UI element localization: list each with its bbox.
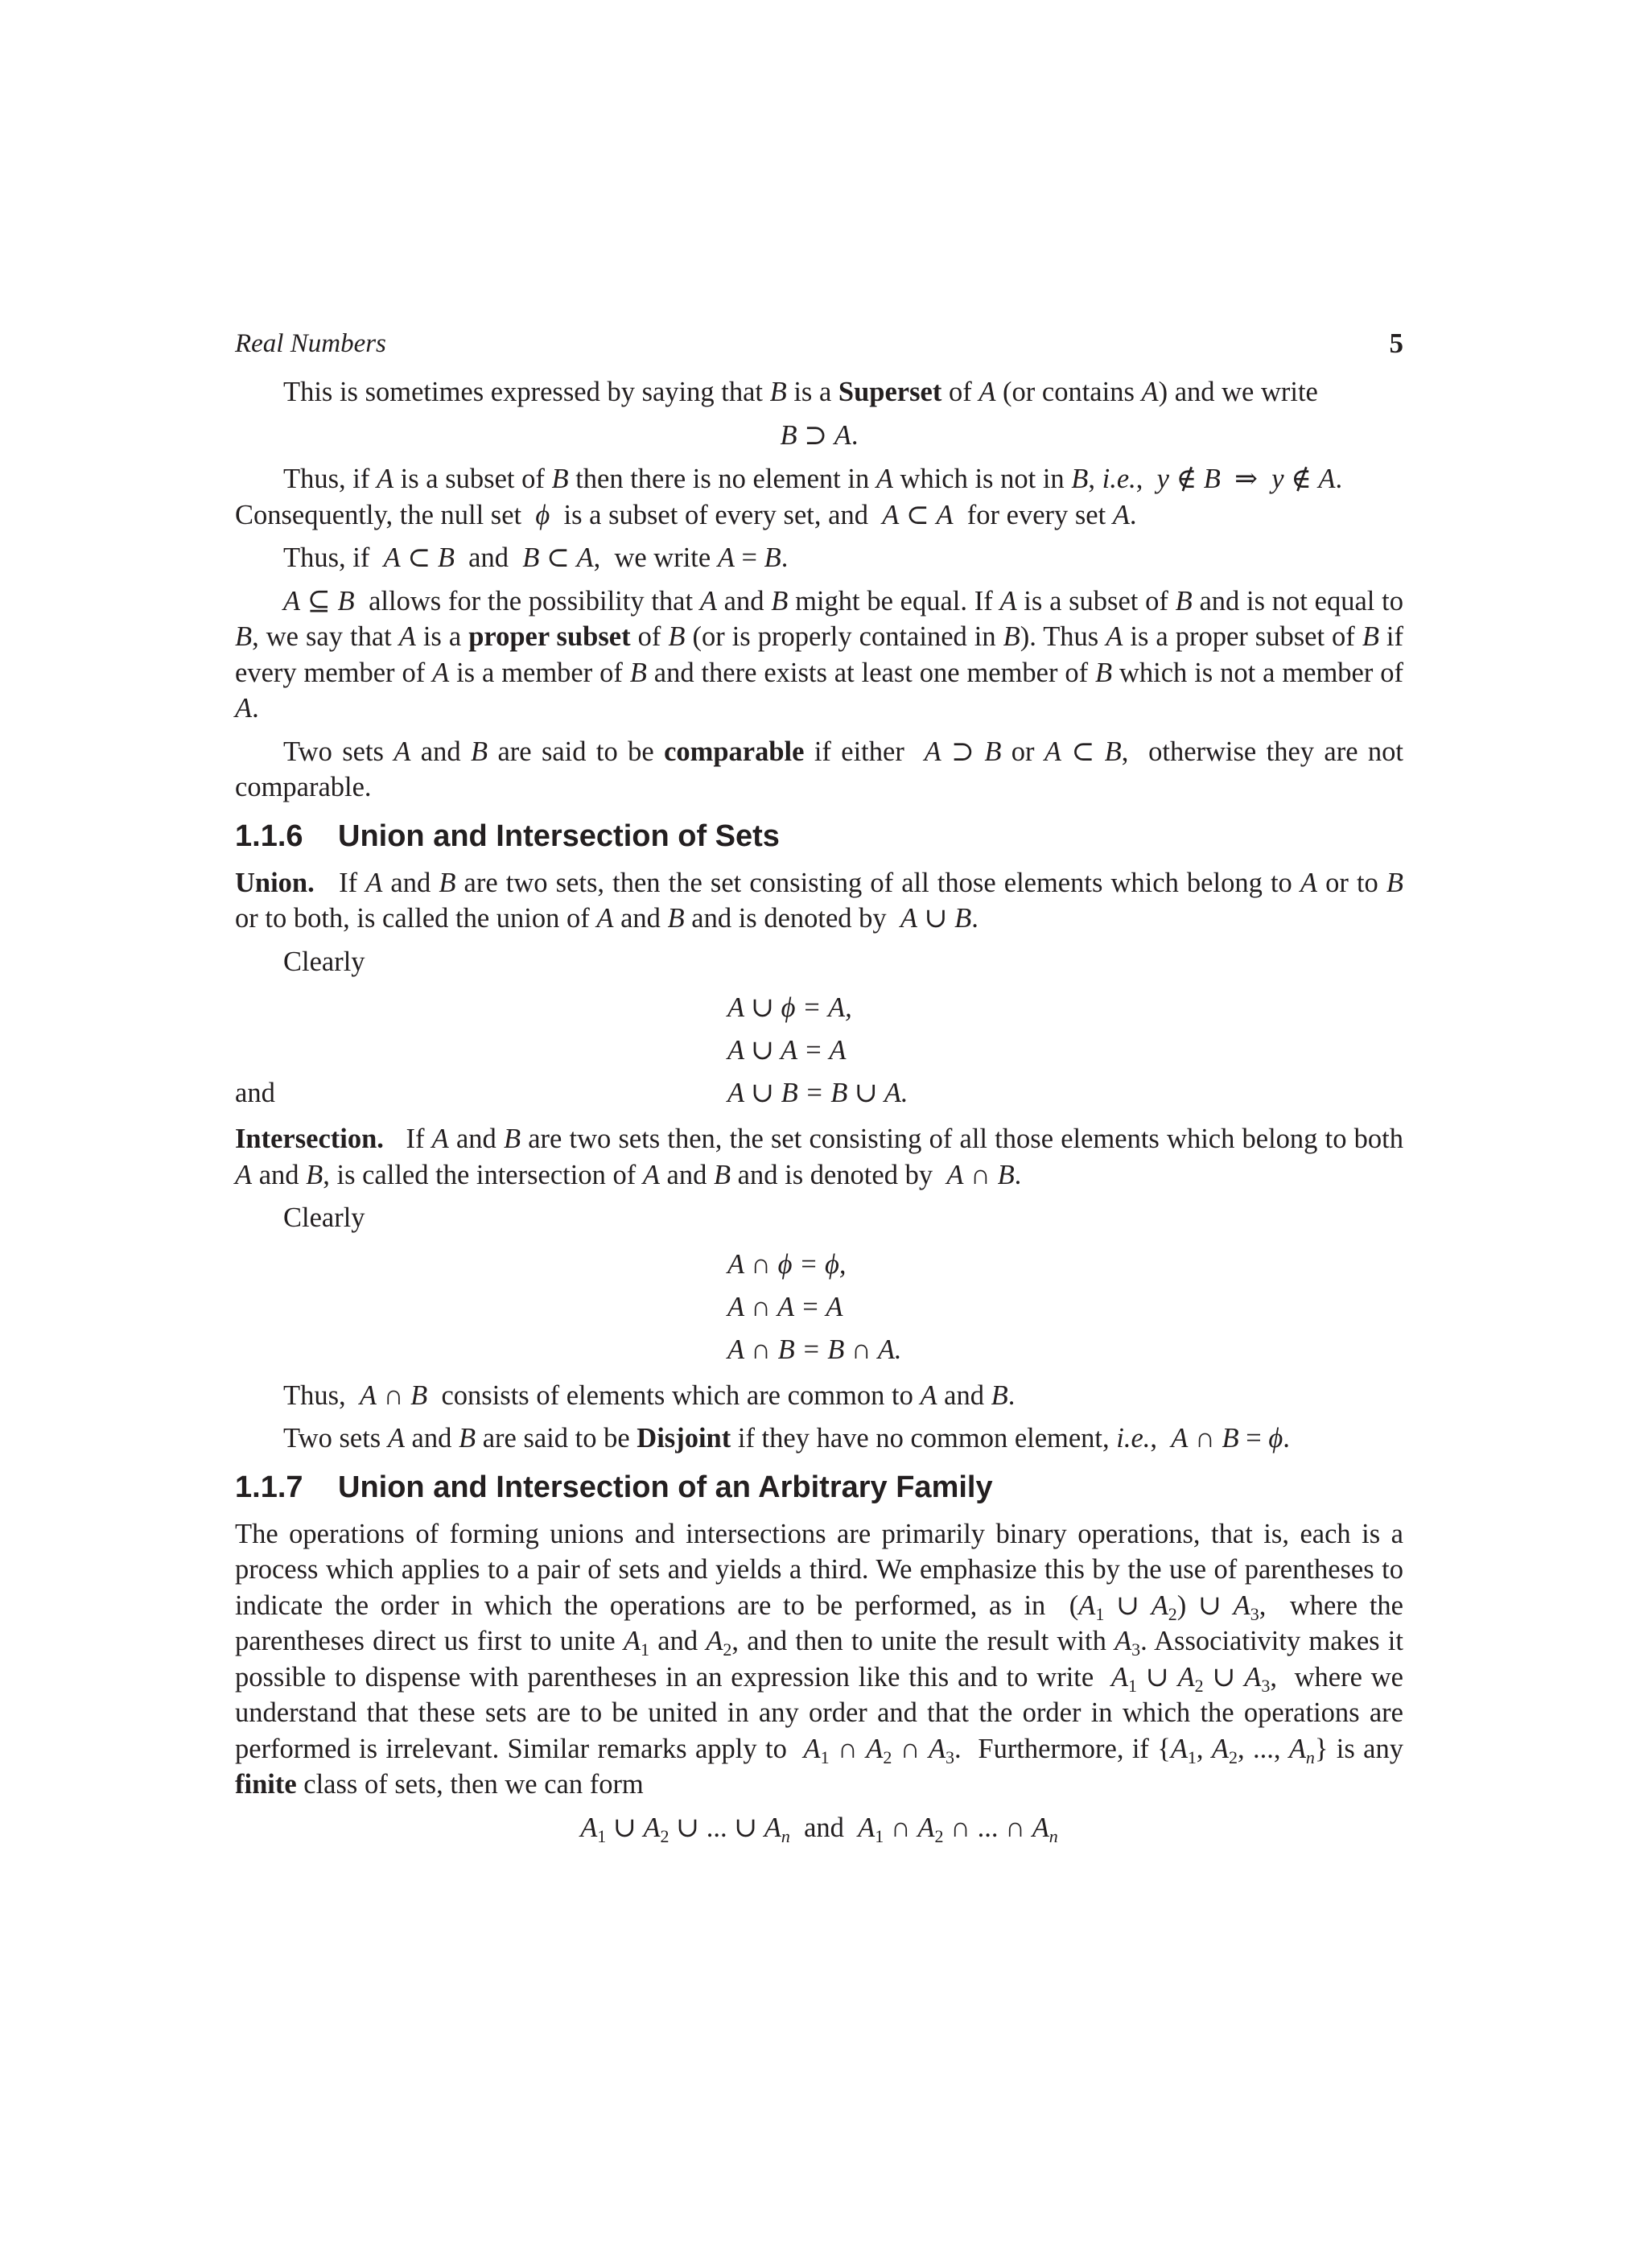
paragraph-disjoint: Two sets A and B are said to be Disjoint if they have no common element, i.e., A ∩ B = ϕ. — [283, 1423, 1290, 1454]
page-content — [235, 326, 1403, 1854]
section-number: 1.1.6 — [235, 819, 303, 853]
section-title: Union and Intersection of an Arbitrary Family — [338, 1470, 993, 1504]
display-equation-finite-family: $A_1$ ∪ $A_2$ ∪ ... ∪ $A_n$ and $A_1$ ∩ $A_2$ ∩ ... ∩ $A_n$ — [580, 1812, 1058, 1846]
running-header — [235, 326, 1403, 374]
union-equations — [235, 987, 1403, 1115]
intersection-equation-1: A ∩ ϕ = ϕ, — [727, 1248, 847, 1280]
paragraph-common-elements: Thus, A ∩ B consists of elements which are common to A and B. — [283, 1379, 1016, 1411]
section-heading-1-1-7 — [235, 1468, 1403, 1507]
paragraph-proper-subset: A ⊆ B allows for the possibility that A and B might be equal. If A is a subset of B and is not equal to B, we say that A is a proper subset of B (or is properly contained in B). Thus A is a proper subset of B if every member of A is a member of B and there exists at least one member of B which is not a member of A. — [235, 585, 1404, 724]
label-clearly-intersection: Clearly — [283, 1202, 365, 1233]
paragraph-arbitrary-family: The operations of forming unions and intersections are primarily binary operations, that is, each is a process which applies to a pair of sets and yields a third. We emphasize this by the use of parentheses to indicate the order in which the operations are to be performed, as in ($A_1$ ∪ $A_2$) ∪ $A_3$, where the parentheses direct us first to unite $A_1$ and $A_2$, and then to unite the result with $A_3$. Associativity makes it possible to dispense with parentheses in an expression like this and to write $A_1$ ∪ $A_2$ ∪ $A_3$, where we understand that these sets are to be united in any order and that the order in which the operations are performed is irrelevant. Similar remarks apply to $A_1$ ∩ $A_2$ ∩ $A_3$. Furthermore, if {$A_1$, $A_2$, ..., $A_n$} is any finite class of sets, then we can form — [235, 1518, 1403, 1800]
union-equation-3: and A ∪ B = B ∪ A. — [235, 1072, 1403, 1115]
paragraph-subset-null: Thus, if A is a subset of B then there is no element in A which is not in B, i.e., y ∉ B ⇒ y ∉ A. — [283, 464, 1343, 494]
label-and: and — [235, 1078, 275, 1108]
paragraph-union-definition: Union. If A and B are two sets, then the set consisting of all those elements which belong to A or to B or to both, is called the union of A and B and is denoted by A ∪ B. — [235, 867, 1403, 934]
intersection-equation-3: A ∩ B = B ∩ A. — [727, 1334, 902, 1365]
paragraph-null-set: Consequently, the null set ϕ is a subset of every set, and A ⊂ A for every set A. — [235, 499, 1137, 530]
running-title: Real Numbers — [235, 329, 386, 358]
page-number: 5 — [1389, 328, 1403, 359]
section-number: 1.1.7 — [235, 1470, 303, 1504]
display-equation-superset: B ⊃ A. — [780, 419, 859, 451]
term-intersection: Intersection. — [235, 1124, 384, 1154]
paragraph-superset: This is sometimes expressed by saying that B is a Superset of A (or contains A) and we write — [283, 377, 1318, 407]
intersection-equations — [235, 1243, 1403, 1371]
term-union: Union. — [235, 867, 315, 898]
paragraph-equality: Thus, if A ⊂ B and B ⊂ A, we write A = B. — [283, 542, 789, 573]
section-heading-1-1-6 — [235, 817, 1403, 856]
paragraph-comparable: Two sets A and B are said to be comparable if either A ⊃ B or A ⊂ B, otherwise they are not comparable. — [235, 736, 1403, 802]
intersection-equation-2: A ∩ A = A — [727, 1291, 843, 1322]
paragraph-intersection-definition: Intersection. If A and B are two sets then, the set consisting of all those elements which belong to both A and B, is called the intersection of A and B and is denoted by A ∩ B. — [235, 1124, 1403, 1190]
union-equation-1: A ∪ ϕ = A, — [727, 992, 852, 1023]
section-title: Union and Intersection of Sets — [338, 819, 780, 853]
union-equation-2: A ∪ A = A — [727, 1035, 847, 1066]
label-clearly-union: Clearly — [283, 946, 365, 977]
